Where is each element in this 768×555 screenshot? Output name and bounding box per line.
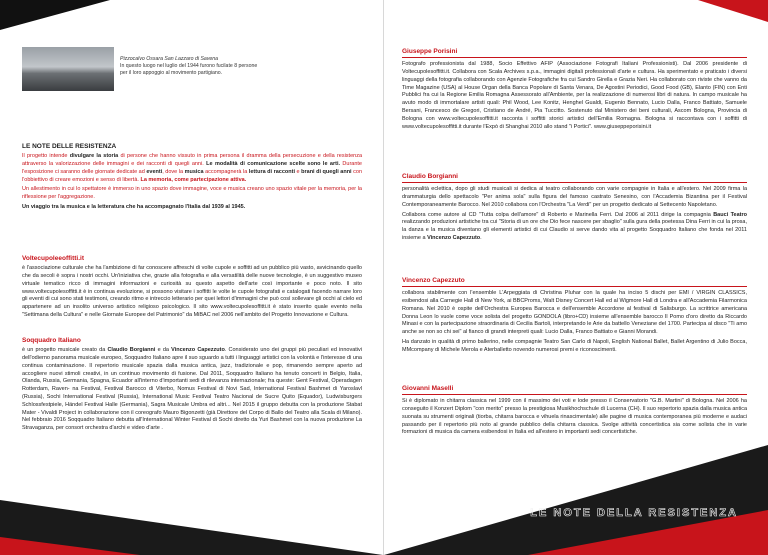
photo-caption-text: In questo luogo nel luglio del 1944 furono fucilate 8 persone per il loro appoggio al movimento partigiano.: [120, 63, 258, 77]
soqquadro-text: è un progetto musicale creato da Claudio Borgianni e da Vincenzo Capezzuto. Considerato uno dei gruppi più peculiari ed innovativi dell'odierno panorama musicale europeo, Soqquadro Italiano apre il suo sguardo a tutti i linguaggi artistici con la volontà e l'interesse di una continua contaminazione. Il repertorio musicale spazia dalla musica antica, jazz, tradizionale e pop, rimanendo sempre aperto ad accogliere nuovi stimoli creativi, in un continuo movimento di fusione. Dal 2011, Soqquadro Italiano ha tenuto concerti in Belgio, Italia, Olanda, Russia, Germania, Spagna, Ecuador all'interno d'importanti sedi di rilevanza internazionale; fra queste: Gent Festival, Operadagen Rotterdam, Raven- na Festival, Festival Barocco di Viterbo, Nomus Festival di Novi Sad, International Festival Bashmet di Yaroslavl (Russia), Sochi International Festival (Russia), International Music Festival Teatro Nacional de Sucre Quito (Equador), Ludwisburgers Schlossfestpiele, Händel Festival Halle (Germania), Sagra Musicale Umbra ed altri... Nel 2015 il gruppo debutta con la produzione Stabat Mater - Vivaldi Project in collaborazione con il coreografo Mauro Bigonzetti (già Direttore del Corpo di Ballo del Teatro alla Scala di Milano). Nel febbraio 2016 Soqquadro Italiano debutta all'International Winter Festival di Sochi diretto da Yuri Bashmet con la nuova produzione La Stravaganza, per consort orchestra d'archi e video d'arte .: [22, 347, 362, 432]
capezzuto-text-2: Ha danzato in qualità di primo ballerino, nelle compagnie Teatro San Carlo di Napoli, English National Ballet, Ballet Argentino di Julio Bocca, MMcompany di Michele Merola e Aterballetto novendo numerosi premi e riconoscimenti.: [402, 339, 747, 353]
voltecupole-text: è l'associazione culturale che ha l'ambizione di far conoscere affreschi di volte cupole e soffitti ad un pubblico più vasto, avvicinando quello che da secoli è sopra i nostri occhi. Un'iniziativa che, grazie alla fotografia e alla versatilità delle nuove tecnologie, è un suggestivo museo virtuale tematico ricco di immagini informazioni e curiosità su questo aspetto dell'arte così importante e poco noto. Il sito www.voltecupolesoffitti.it è in continua evoluzione, si possono visitare i soffitti le volte le cupole fotografati e catalogati facendo narrare loro gli eventi di cui sono stati testimoni, creando ritmo e intreccio letterario per quei lettori d'immagini che può così sollevare gli occhi al cielo ed appartenere ad un insolito universo artistico religioso psicologico. Il sito www.voltecupolesoffitti.it è stato inserito quale evento nella "Settimana della Cultura" e nelle Giornate Europee del Patrimonio" da MiBAC nel 2006 nell'ambito del Progetto Innovazione e Cultura.: [22, 265, 362, 318]
intro-heading: LE NOTE DELLE RESISTENZA: [22, 143, 117, 150]
intro-paragraph-3: Un viaggio tra la musica e la letteratura che ha accompagnato l'Italia dal 1939 al 1945.: [22, 204, 246, 210]
porisini-text: Fotografo professionista dal 1988, Socio Effettivo AFIP (Associazione Fotografi Italiani Professionisti). Dal 2006 presidente di Voltecupolesoffitti.it. Collabora con Scala Archives s.p.a., immagini digitali professionali d'arte e cultura. Ha sperimentato e praticato i diversi linguaggi della fotografia collaborando con Agenzie Fotografiche fra cui Sandro Girella e Grazia Neri. Ha collaborato con riviste che vanno da Time Magazine (USA) al House Organ della Banca Popolare di Santa Venara, De Agostini Periodici, Good Food (GB), Elanto (FIN) con Enti Pubblici fra cui la Regione Emilia Romagna Assessorato all'Ambiente, per la realizzazione di numerosi libri di natura. In campo musicale ha avuto modo di immortalare artisti quali: Phil Wood, Lee Konitz, Henghel Gualdi, Eugenio Bennato, Lucio Dalla, Franco Battiato, Samuele Bersani, Francesco de Gregori, Cristiano de André, Pia Tuccitto. Sostenuto dal Ministero dei beni culturali, Ascom Bologna, Provincia di Bologna con www.voltecupolesoffitti.it racconta i soffitti storici artistici dell'Emilia Romagna. Bologna si raccontava con i soffitti di www.voltecupolesoffitti.it durante l'Expò di Shanghai 2010 allo stand "i Portici". www.giuseppeporisini.it: [402, 61, 747, 130]
porisini-heading: Giuseppe Porisini: [402, 47, 747, 58]
capezzuto-section: [402, 276, 747, 355]
borgianni-section: [402, 172, 747, 243]
intro-paragraph-2: Un allestimento in cui lo spettatore è immerso in uno spazio dove immagine, voce e musica creano uno spazio vitale per la memoria, per la riflessione per l'aggregazione.: [22, 186, 362, 201]
voltecupole-section: [22, 254, 362, 320]
soqquadro-section: [22, 336, 362, 433]
photo-caption: [120, 56, 260, 77]
borgianni-text-1: personalità eclettica, dopo gli studi musicali si dedica al teatro collaborando con varie compagnie in Italia e all'estero. Nel 2009 firma la drammaturgia dello spettacolo "Per anima sola" sulla figura del famoso castrato Senesino, con l'Accademia Bizantina per il Festival Contemporaneamente Barocco. Nel 2010 collabora con l'Orchestra "La Verdi" per un progetto dedicato al Settecento Napoletano.: [402, 186, 747, 208]
maselli-text: Si è diplomato in chitarra classica nel 1999 con il massimo dei voti e lode presso il Conservatorio "G.B. Martini" di Bologna. Nel 2006 ha conseguito il Konzert Diplom "con merito" presso la prestigiosa Musikhochschule di Lucerna (CH). Il suo repertorio spazia dalla musica antica suonata su strumenti originali (tiorba, chitarra barocca e vihuela rinascimentale) alle pagine di musica contemporanea più moderne e audaci passando per il repertorio più noto al grande pubblico della chitarra classica. Svolge attività concertistica sia come solista che in varie formazioni di musica da camera esibendosi in Italia ed all'estero in importanti sedi concertistiche.: [402, 398, 747, 436]
borgianni-text-2: Collabora come autore al CD "Tutta colpa dell'amore" di Roberto e Marinella Ferri. Dal 2006 al 2011 dirige la compagnia Bauci Teatro realizzando produzioni artistiche tra cui "Storia di un ore che Dio fece nascere per sbaglio" sulla gura della poetessa Dina Ferri in cui la prosa, la danza e la musica diventano gli elementi artistici di cui Claudio si serve dando vita al progetto Soqquadro Italiano che fonda nel 2011 insieme a Vincenzo Capezzuto.: [402, 211, 748, 241]
corner-decoration-top-left: [0, 0, 110, 30]
capezzuto-text-1: collabora stabilmente con l'ensemble L'Arpeggiata di Christina Pluhar con la quale ha inciso 5 dischi per EMI / VIRGIN CLASSICS, esibendosi alla Carnegie Hall di New York, ai BBCProms, Walt Disney Concert Hall ed al Wigmore Hall di Londra e all'Accademia Filarmonica Romana. Nel 2010 è ospite dell'Orchestra Europea Barocca e dell'ensemble Accordone al festival di Salisburgo. La scrittrice americana Donna Leon lo vuole come voce solista del progetto GONDOLA (libro+CD) insieme all'ensemble barocco Il Pomo d'oro diretto da Riccardo Minasi e con la partecipazione straordinaria di Cecilia Bartoli, interpretando le Arie da battello Veneziane del 1700. Partecipa al disco "Ti amo anche se non so chi sei" al fianco di grandi interpreti quali: Lucio Dalla, Franco Battiato e Gianni Morandi.: [402, 290, 747, 336]
brand-logo-text: LE NOTE DELLA RESISTENZA: [530, 507, 738, 519]
memorial-photo: [22, 47, 114, 91]
corner-decoration-bottom-left-red: [0, 537, 140, 555]
intro-paragraph-1: Il progetto intende divulgare la storia di persone che hanno vissuto in prima persona il dramma della persecuzione e della resistenza attraverso la valorizzazione delle immagini e dei racconti di quegli anni. Le modalità di comunicazione scelte sono le arti. Durante l'esposizione ci saranno delle giornate dedicate ad eventi, dove la musica accompagnerà la lettura di racconti e brani di quegli anni con l'obbiettivo di creare emozioni e senso di libertà. La memoria, come partecipazione attiva.: [22, 153, 363, 183]
right-page: [384, 0, 768, 555]
soqquadro-heading: Soqquadro Italiano: [22, 337, 81, 344]
intro-section: [22, 142, 362, 212]
photo-caption-title: Pizzocalvo Ossara San Lazzaro di Savena: [120, 56, 219, 62]
capezzuto-heading: Vincenzo Capezzuto: [402, 276, 747, 287]
maselli-section: [402, 384, 747, 437]
corner-decoration-top-right: [698, 0, 768, 22]
maselli-heading: Giovanni Maselli: [402, 384, 747, 395]
borgianni-heading: Claudio Borgianni: [402, 172, 747, 183]
porisini-section: [402, 47, 747, 131]
voltecupole-heading: Voltecupoleeoffitti.it: [22, 255, 84, 262]
